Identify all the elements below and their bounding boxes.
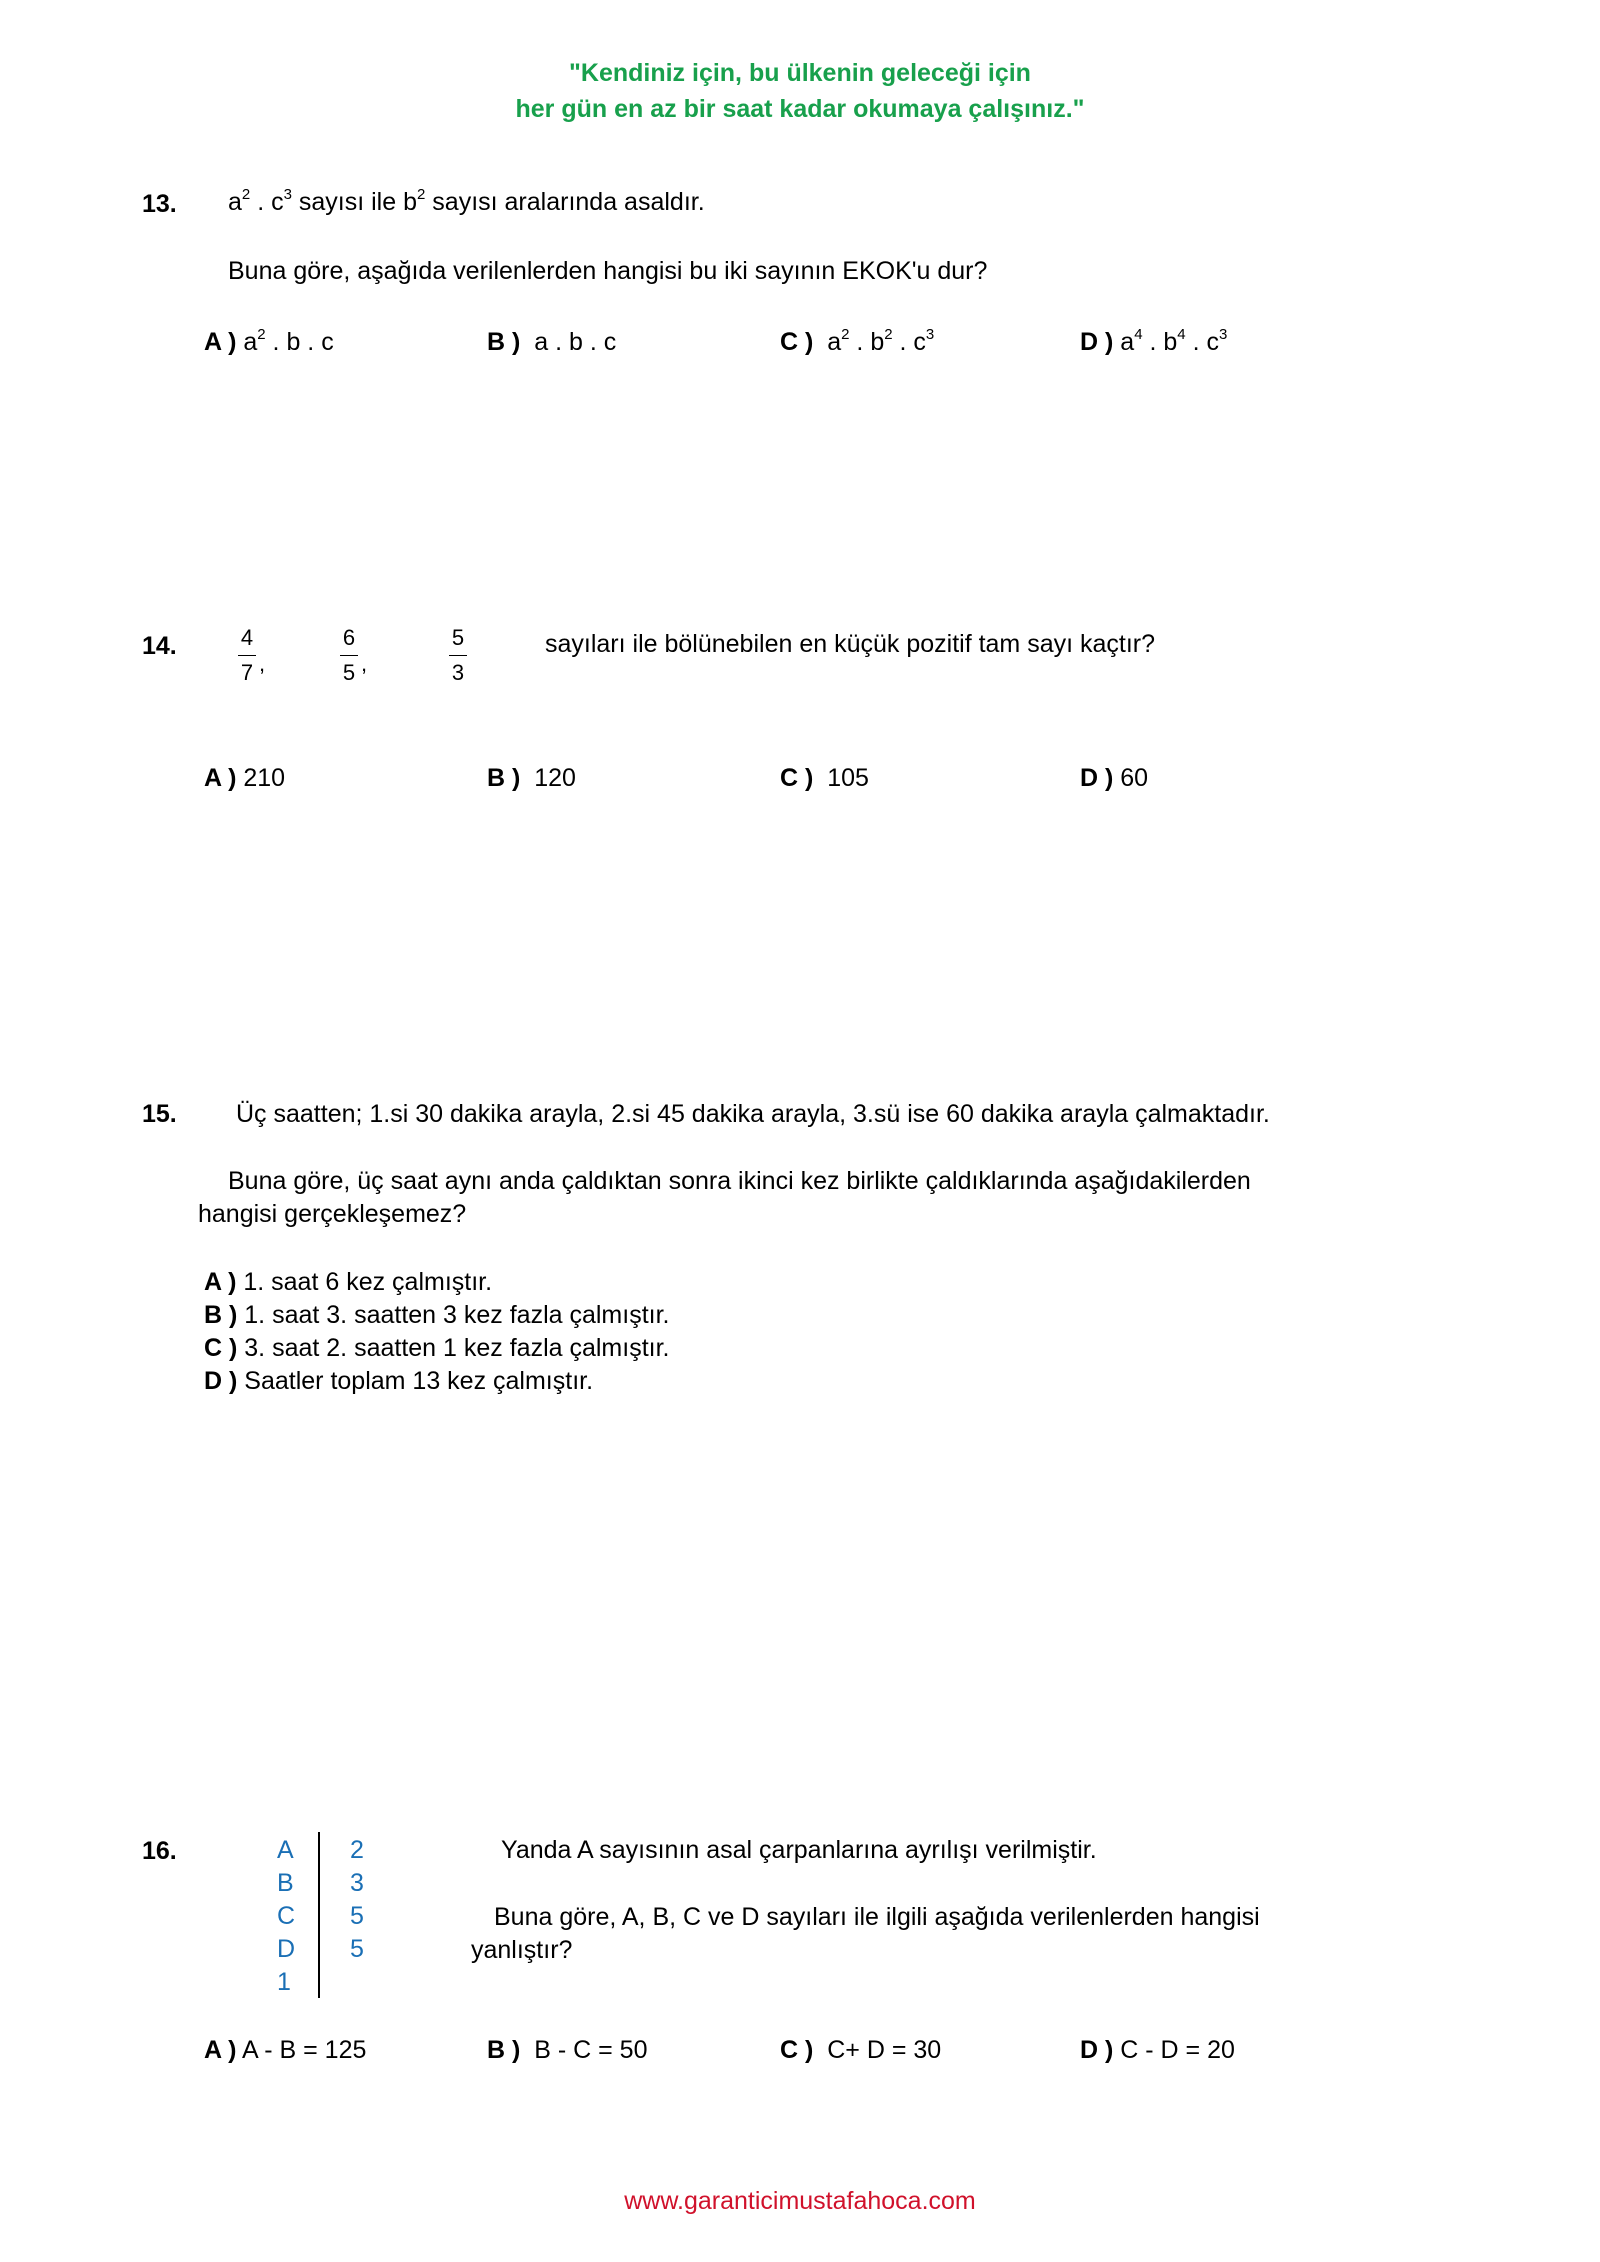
question-16-question-line-2: yanlıştır? <box>471 1936 573 1964</box>
question-16-stem: Yanda A sayısının asal çarpanlarına ayrılışı verilmiştir. <box>501 1836 1097 1864</box>
question-15-option-c[interactable]: C ) 3. saat 2. saatten 1 kez fazla çalmıştır. <box>204 1334 670 1362</box>
question-13-stem: $a^2$ . $c^3$ sayısı ile $b^2$ sayısı aralarında asaldır. <box>228 186 705 216</box>
fraction-comma-1: , <box>259 651 266 676</box>
question-14-question: sayıları ile bölünebilen en küçük pozitif tam sayı kaçtır? <box>545 630 1156 658</box>
ladder-right-2: 2 <box>350 1836 364 1864</box>
question-15-option-a[interactable]: A ) 1. saat 6 kez çalmıştır. <box>204 1268 493 1296</box>
question-13-option-a[interactable]: A ) $a^2$ . b . c <box>204 326 334 356</box>
ladder-left-d: D <box>277 1935 296 1963</box>
question-14-number: 14. <box>142 632 177 660</box>
question-15-stem: Üç saatten; 1.si 30 dakika arayla, 2.si 45 dakika arayla, 3.sü ise 60 dakika arayla çalmaktadır. <box>236 1100 1270 1128</box>
question-13-option-d[interactable]: D ) $a^4$ . $b^4$ . $c^3$ <box>1080 326 1228 356</box>
question-14-option-b[interactable]: B ) 120 <box>487 764 576 792</box>
question-13-number: 13. <box>142 190 177 218</box>
question-14-option-a[interactable]: A ) 210 <box>204 764 286 792</box>
header-quote-line-2: her gün en az bir saat kadar okumaya çalışınız." <box>515 95 1085 123</box>
ladder-left-c: C <box>277 1902 296 1930</box>
question-13-option-b[interactable]: B ) a . b . c <box>487 328 617 356</box>
question-15-question-line-2: hangisi gerçekleşemez? <box>198 1200 467 1228</box>
question-13-question: Buna göre, aşağıda verilenlerden hangisi bu iki sayının EKOK'u dur? <box>228 257 988 285</box>
question-16-number: 16. <box>142 1837 177 1865</box>
ladder-right-5b: 5 <box>350 1935 364 1963</box>
question-16-option-d[interactable]: D ) C - D = 20 <box>1080 2036 1235 2064</box>
question-14-option-d[interactable]: D ) 60 <box>1080 764 1149 792</box>
fraction-comma-2: , <box>361 651 368 676</box>
ladder-divider <box>318 1832 320 1998</box>
ladder-right-5a: 5 <box>350 1902 364 1930</box>
ladder-left-1: 1 <box>277 1968 291 1996</box>
question-15-number: 15. <box>142 1100 177 1128</box>
fraction-5-3: 5 3 <box>443 627 473 684</box>
footer-website-link[interactable]: www.garanticimustafahoca.com <box>624 2187 976 2215</box>
fraction-6-5: 6 5 <box>334 627 364 684</box>
question-14-option-c[interactable]: C ) 105 <box>780 764 869 792</box>
ladder-left-a: A <box>277 1836 294 1864</box>
question-15-option-d[interactable]: D ) Saatler toplam 13 kez çalmıştır. <box>204 1367 594 1395</box>
ladder-left-b: B <box>277 1869 294 1897</box>
question-16-option-b[interactable]: B ) B - C = 50 <box>487 2036 648 2064</box>
question-16-question-line-1: Buna göre, A, B, C ve D sayıları ile ilgili aşağıda verilenlerden hangisi <box>494 1903 1260 1931</box>
question-13-option-c[interactable]: C ) $a^2$ . $b^2$ . $c^3$ <box>780 326 935 356</box>
header-quote-line-1: "Kendiniz için, bu ülkenin geleceği için <box>569 59 1031 87</box>
question-15-question-line-1: Buna göre, üç saat aynı anda çaldıktan sonra ikinci kez birlikte çaldıklarında aşağıdakilerden <box>228 1167 1251 1195</box>
fraction-4-7: 4 7 <box>232 627 262 684</box>
question-16-option-c[interactable]: C ) C+ D = 30 <box>780 2036 942 2064</box>
ladder-right-3: 3 <box>350 1869 364 1897</box>
question-16-option-a[interactable]: A ) A - B = 125 <box>204 2036 367 2064</box>
question-15-option-b[interactable]: B ) 1. saat 3. saatten 3 kez fazla çalmıştır. <box>204 1301 670 1329</box>
